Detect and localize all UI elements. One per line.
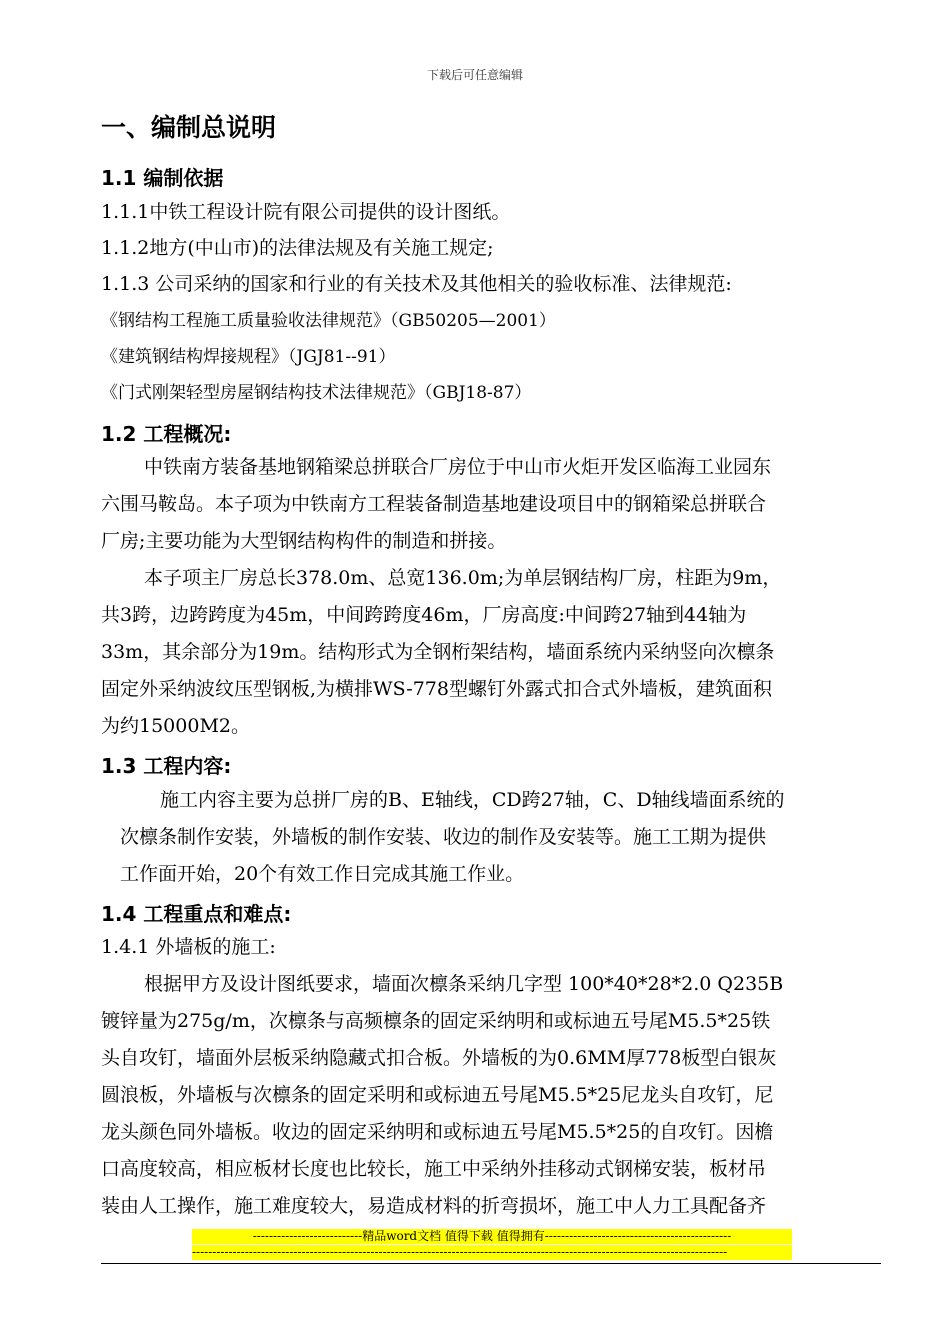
page-title: 一、编制总说明: [101, 113, 277, 142]
paragraph-line: 固定外采纳波纹压型钢板,为横排WS-778型螺钉外露式扣合式外墙板，建筑面积: [101, 678, 772, 700]
section-heading-1-4: 1.4 工程重点和难点:: [101, 902, 292, 926]
footer-dashes: ------------------------------------------------------------------------------------------------------------------------------------: [192, 1245, 792, 1260]
paragraph-line: 本子项主厂房总长378.0m、总宽136.0m;为单层钢结构厂房，柱距为9m，: [144, 567, 782, 589]
basis-item: 1.1.2地方(中山市)的法律法规及有关施工规定;: [101, 237, 494, 259]
section-heading-1-1: 1.1 编制依据: [101, 166, 224, 190]
paragraph-line: 为约15000M2。: [101, 715, 250, 737]
section-heading-1-3: 1.3 工程内容:: [101, 754, 232, 778]
paragraph-line: 施工内容主要为总拼厂房的B、E轴线，CD跨27轴，C、D轴线墙面系统的: [160, 789, 785, 811]
footer-banner: ---------------------------精品word文档 值得下载 值得拥有----------------------------------------------: [192, 1229, 792, 1244]
paragraph-line: 龙头颜色同外墙板。收边的固定采纳明和或标迪五号尾M5.5*25的自攻钉。因檐: [101, 1121, 774, 1143]
paragraph-line: 中铁南方装备基地钢箱梁总拼联合厂房位于中山市火炬开发区临海工业园东: [144, 456, 772, 478]
paragraph-line: 圆浪板，外墙板与次檩条的固定采明和或标迪五号尾M5.5*25尼龙头自攻钉，尼: [101, 1084, 774, 1106]
basis-item: 1.1.1中铁工程设计院有限公司提供的设计图纸。: [101, 201, 511, 223]
basis-item: 1.1.3 公司采纳的国家和行业的有关技术及其他相关的验收标准、法律规范:: [101, 273, 732, 295]
footer-divider: [101, 1263, 881, 1264]
paragraph-line: 镀锌量为275g/m，次檩条与高频檩条的固定采纳明和或标迪五号尾M5.5*25铁: [101, 1010, 771, 1032]
paragraph-line: 头自攻钉，墙面外层板采纳隐藏式扣合板。外墙板的为0.6MM厚778板型白银灰: [101, 1047, 777, 1069]
paragraph-line: 次檩条制作安装，外墙板的制作安装、收边的制作及安装等。施工工期为提供: [120, 826, 767, 848]
paragraph-line: 工作面开始，20个有效工作日完成其施工作业。: [120, 863, 525, 885]
paragraph-line: 装由人工操作，施工难度较大，易造成材料的折弯损坏，施工中人力工具配备齐: [101, 1195, 767, 1217]
subsection-heading: 1.4.1 外墙板的施工:: [101, 936, 276, 958]
standard-item: 《钢结构工程施工质量验收法律规范》（GB50205—2001）: [101, 311, 556, 331]
paragraph-line: 口高度较高，相应板材长度也比较长，施工中采纳外挂移动式钢梯安装，板材吊: [101, 1158, 767, 1180]
paragraph-line: 根据甲方及设计图纸要求，墙面次檩条采纳几字型 100*40*28*2.0 Q235B: [144, 973, 784, 995]
paragraph-line: 六围马鞍岛。本子项为中铁南方工程装备制造基地建设项目中的钢箱梁总拼联合: [101, 493, 767, 515]
paragraph-line: 共3跨，边跨跨度为45m，中间跨跨度46m，厂房高度:中间跨27轴到44轴为: [101, 604, 747, 626]
paragraph-line: 厂房;主要功能为大型钢结构构件的制造和拼接。: [101, 530, 507, 552]
standard-item: 《建筑钢结构焊接规程》（JGJ81--91）: [101, 347, 396, 367]
standard-item: 《门式刚架轻型房屋钢结构技术法律规范》（GBJ18-87）: [101, 383, 532, 403]
section-heading-1-2: 1.2 工程概况:: [101, 422, 232, 446]
paragraph-line: 33m，其余部分为19m。结构形式为全钢桁架结构，墙面系统内采纳竖向次檩条: [101, 641, 775, 663]
header-note: 下载后可任意编辑: [426, 68, 523, 82]
